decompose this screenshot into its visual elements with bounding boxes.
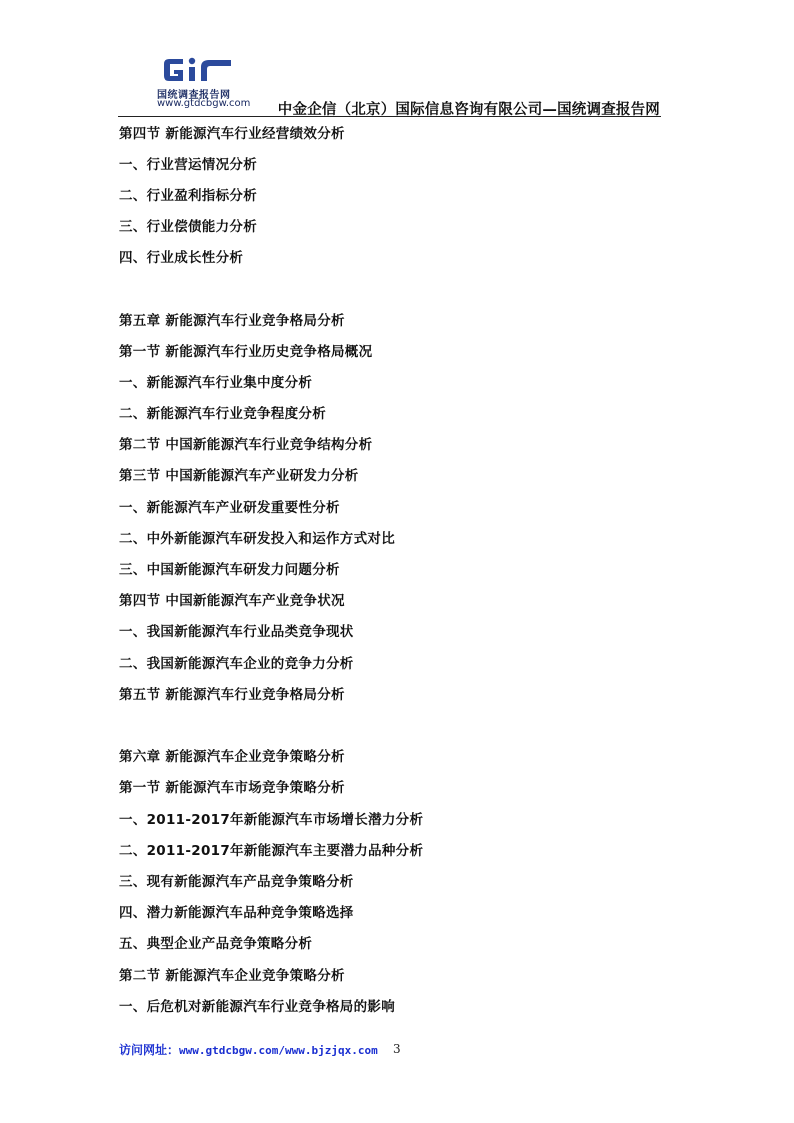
- toc-item: 四、行业成长性分析: [119, 250, 244, 266]
- toc-section-heading: 第二节 中国新能源汽车行业竞争结构分析: [119, 437, 373, 453]
- company-name: 中金企信（北京）国际信息咨询有限公司—国统调查报告网: [277, 102, 660, 118]
- toc-item: 二、我国新能源汽车企业的竞争力分析: [119, 656, 354, 672]
- site-logo[interactable]: [153, 55, 261, 109]
- toc-item: 五、典型企业产品竞争策略分析: [119, 936, 313, 952]
- logo-site-name: 国统调查报告网: [157, 90, 231, 101]
- toc-section-heading: 第二节 新能源汽车企业竞争策略分析: [119, 968, 345, 984]
- toc-item: 一、2011-2017年新能源汽车市场增长潜力分析: [119, 812, 424, 828]
- toc-item: 二、2011-2017年新能源汽车主要潜力品种分析: [119, 843, 424, 859]
- page-footer: [119, 1039, 378, 1059]
- page-number: 3: [393, 1042, 401, 1056]
- toc-item: 二、行业盈利指标分析: [119, 188, 257, 204]
- toc-item: 三、现有新能源汽车产品竞争策略分析: [119, 874, 354, 890]
- toc-section-heading: 第五节 新能源汽车行业竞争格局分析: [119, 687, 345, 703]
- toc-item: 一、行业营运情况分析: [119, 157, 257, 173]
- toc-item: 一、后危机对新能源汽车行业竞争格局的影响: [119, 999, 395, 1015]
- toc-item: 二、新能源汽车行业竞争程度分析: [119, 406, 326, 422]
- toc-section-heading: 第三节 中国新能源汽车产业研发力分析: [119, 468, 359, 484]
- toc-section-heading: 第四节 中国新能源汽车产业竞争状况: [119, 593, 345, 609]
- header-divider: [118, 116, 661, 117]
- footer-label: 访问网址：: [119, 1043, 180, 1057]
- logo-site-url: www.gtdcbgw.com: [157, 98, 251, 109]
- toc-section-heading: 第四节 新能源汽车行业经营绩效分析: [119, 126, 345, 142]
- gir-logo-icon: [161, 55, 233, 85]
- toc-chapter-heading: 第五章 新能源汽车行业竞争格局分析: [119, 313, 345, 329]
- toc-section-heading: 第一节 新能源汽车行业历史竞争格局概况: [119, 344, 373, 360]
- toc-item: 三、行业偿债能力分析: [119, 219, 257, 235]
- footer-url-link[interactable]: www.gtdcbgw.com/www.bjzjqx.com: [179, 1044, 378, 1057]
- toc-item: 一、新能源汽车产业研发重要性分析: [119, 500, 340, 516]
- toc-item: 一、我国新能源汽车行业品类竞争现状: [119, 624, 354, 640]
- toc-section-heading: 第一节 新能源汽车市场竞争策略分析: [119, 780, 345, 796]
- toc-item: 三、中国新能源汽车研发力问题分析: [119, 562, 340, 578]
- toc-item: 二、中外新能源汽车研发投入和运作方式对比: [119, 531, 395, 547]
- toc-item: 一、新能源汽车行业集中度分析: [119, 375, 313, 391]
- toc-chapter-heading: 第六章 新能源汽车企业竞争策略分析: [119, 749, 345, 765]
- toc-item: 四、潜力新能源汽车品种竞争策略选择: [119, 905, 354, 921]
